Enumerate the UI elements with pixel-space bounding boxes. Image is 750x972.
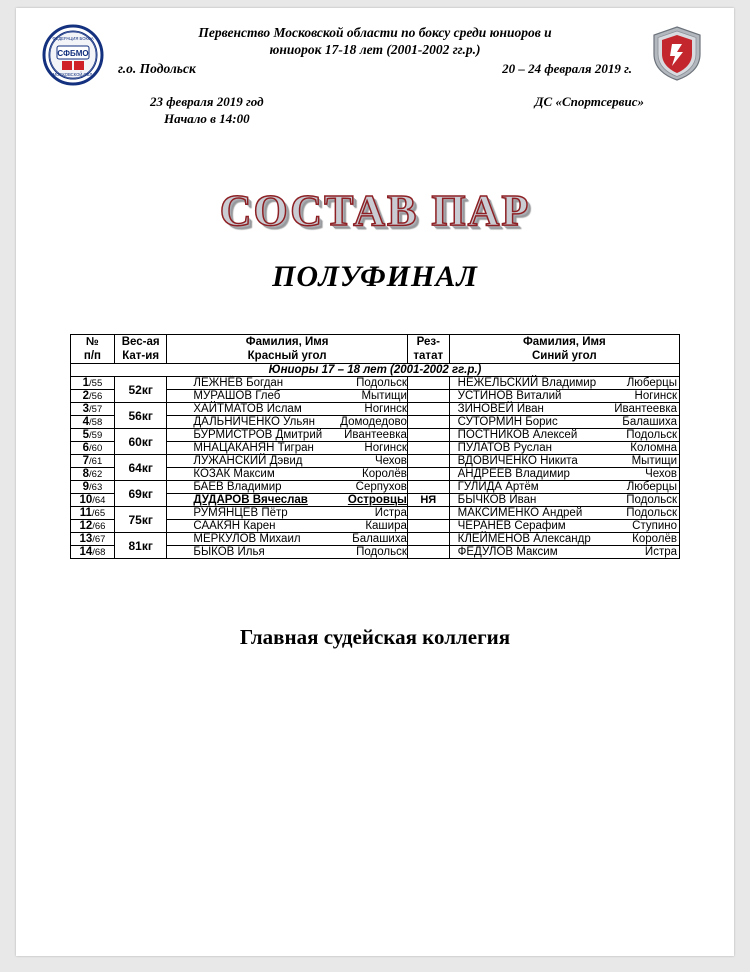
bout-number-sub: /61: [89, 456, 103, 467]
bout-result: НЯ: [407, 494, 449, 507]
blue-fighter-name: МАКСИМЕНКО Андрей: [457, 507, 583, 519]
table-head: [71, 335, 680, 364]
blue-fighter-name: БЫЧКОВ Иван: [457, 494, 537, 506]
venue-name: ДС «Спортсервис»: [534, 94, 644, 109]
blue-fighter-name: ФЕДУЛОВ Максим: [457, 546, 558, 558]
header-weight-line1: Вес-ая: [121, 336, 160, 348]
blue-fighter-club: Чехов: [645, 468, 677, 480]
red-fighter-name: ДУДАРОВ Вячеслав: [193, 494, 308, 506]
table-row: [71, 507, 680, 520]
weight-category: 69кг: [114, 481, 166, 507]
bout-number-sub: /64: [92, 495, 106, 506]
blue-fighter-name: ГУЛИДА Артём: [457, 481, 539, 493]
red-fighter-club: Кашира: [365, 520, 407, 532]
bout-number: [71, 468, 115, 481]
bout-result: [407, 481, 449, 494]
table-body: [71, 364, 680, 559]
weight-category: 64кг: [114, 455, 166, 481]
bout-number: [71, 533, 115, 546]
bout-number: [71, 403, 115, 416]
bout-number: [71, 546, 115, 559]
blue-corner-cell: [449, 416, 679, 429]
event-city: г.о. Подольск: [118, 61, 196, 76]
header-result-line1: Рез-: [416, 336, 440, 348]
red-corner-cell: [167, 533, 407, 546]
bout-number-main: 8: [82, 468, 90, 480]
red-fighter-name: БЫКОВ Илья: [193, 546, 265, 558]
red-corner-cell: [167, 390, 407, 403]
red-fighter-name: МНАЦАКАНЯН Тигран: [193, 442, 314, 454]
bout-result: [407, 390, 449, 403]
bout-number-main: 13: [79, 533, 93, 545]
header-red-line1: Фамилия, Имя: [245, 336, 329, 348]
table-row: [71, 455, 680, 468]
event-dates: 20 – 24 февраля 2019 г.: [502, 61, 632, 76]
red-fighter-name: БУРМИСТРОВ Дмитрий: [193, 429, 323, 441]
sfbmo-emblem-icon: [42, 24, 104, 86]
red-fighter-club: Чехов: [374, 455, 407, 467]
header-blue-line1: Фамилия, Имя: [522, 336, 606, 348]
session-date: 23 февраля 2019 год: [150, 94, 264, 109]
bout-number-sub: /56: [89, 391, 103, 402]
header-red-corner: [167, 335, 407, 364]
subheader-row: [30, 93, 720, 127]
bout-number-sub: /59: [89, 430, 103, 441]
red-corner-cell: [167, 468, 407, 481]
red-fighter-club: Мытищи: [361, 390, 407, 402]
category-label: Юниоры 17 – 18 лет (2001-2002 гг.р.): [71, 364, 680, 377]
red-corner-cell: [167, 455, 407, 468]
blue-fighter-club: Коломна: [630, 442, 677, 454]
header-number: [71, 335, 115, 364]
pairs-table: [70, 334, 680, 559]
federation-emblem-container: [644, 24, 710, 82]
red-corner-cell: [167, 442, 407, 455]
blue-fighter-club: Подольск: [626, 429, 677, 441]
blue-fighter-club: Подольск: [626, 494, 677, 506]
pairs-table-wrapper: [70, 334, 680, 559]
bout-number-main: 3: [82, 403, 90, 415]
bout-number: [71, 507, 115, 520]
blue-fighter-name: АНДРЕЕВ Владимир: [457, 468, 570, 480]
blue-fighter-club: Истра: [644, 546, 677, 558]
red-corner-cell: [167, 494, 407, 507]
weight-category: 75кг: [114, 507, 166, 533]
federation-emblem-icon: [648, 24, 706, 82]
red-fighter-club: Ивантеевка: [344, 429, 407, 441]
table-row: [71, 377, 680, 390]
bout-number-sub: /67: [92, 534, 106, 545]
red-fighter-name: РУМЯНЦЕВ Пётр: [193, 507, 288, 519]
blue-corner-cell: [449, 455, 679, 468]
bout-number: [71, 390, 115, 403]
red-corner-cell: [167, 377, 407, 390]
bout-number-main: 10: [79, 494, 93, 506]
red-fighter-club: Серпухов: [355, 481, 407, 493]
bout-number-main: 4: [82, 416, 90, 428]
red-corner-cell: [167, 416, 407, 429]
red-fighter-name: ЛУЖАНСКИЙ Дэвид: [193, 455, 303, 467]
red-fighter-club: Балашиха: [352, 533, 407, 545]
blue-fighter-club: Ступино: [632, 520, 677, 532]
bout-number-sub: /66: [92, 521, 106, 532]
bout-result: [407, 442, 449, 455]
blue-fighter-club: Ногинск: [634, 390, 677, 402]
blue-corner-cell: [449, 377, 679, 390]
blue-corner-cell: [449, 507, 679, 520]
header-weight: [114, 335, 166, 364]
bout-number: [71, 481, 115, 494]
header-result: [407, 335, 449, 364]
red-fighter-club: Подольск: [356, 377, 407, 389]
header-result-line2: татат: [413, 350, 444, 362]
header-blue-corner: [449, 335, 679, 364]
city-date-row: [112, 61, 638, 77]
blue-fighter-name: УСТИНОВ Виталий: [457, 390, 562, 402]
blue-corner-cell: [449, 533, 679, 546]
red-fighter-club: Ногинск: [364, 403, 407, 415]
table-header-row: [71, 335, 680, 364]
bout-number-main: 1: [82, 377, 90, 389]
bout-number-main: 2: [82, 390, 90, 402]
page-title: СОСТАВ ПАР: [219, 186, 531, 235]
document-header: [30, 18, 720, 86]
red-fighter-name: СААКЯН Карен: [193, 520, 276, 532]
blue-fighter-name: НЕЖЕЛЬСКИЙ Владимир: [457, 377, 597, 389]
blue-fighter-club: Королёв: [632, 533, 677, 545]
red-fighter-name: ЛЕЖНЁВ Богдан: [193, 377, 284, 389]
bout-result: [407, 520, 449, 533]
bout-number-sub: /58: [89, 417, 103, 428]
blue-fighter-club: Люберцы: [626, 377, 677, 389]
blue-corner-cell: [449, 429, 679, 442]
blue-fighter-club: Балашиха: [622, 416, 677, 428]
weight-category: 60кг: [114, 429, 166, 455]
red-fighter-name: ДАЛЬНИЧЕНКО Ульян: [193, 416, 315, 428]
header-number-line1: №: [86, 336, 99, 348]
blue-fighter-club: Мытищи: [631, 455, 677, 467]
red-corner-cell: [167, 507, 407, 520]
red-fighter-club: Ногинск: [364, 442, 407, 454]
bout-result: [407, 403, 449, 416]
sfbmo-emblem-container: [40, 24, 106, 86]
blue-fighter-name: ЗИНОВЕЙ Иван: [457, 403, 544, 415]
blue-fighter-name: ЧЕРАНЁВ Серафим: [457, 520, 566, 532]
blue-corner-cell: [449, 494, 679, 507]
blue-corner-cell: [449, 390, 679, 403]
event-title-line-1: Первенство Московской области по боксу среди юниоров и: [198, 25, 552, 40]
red-fighter-name: ХАЙТМАТОВ Ислам: [193, 403, 302, 415]
svg-text:МОСКОВСКОЙ ОБЛ.: МОСКОВСКОЙ ОБЛ.: [52, 72, 94, 77]
blue-fighter-name: ВДОВИЧЕНКО Никита: [457, 455, 578, 467]
footer-title: Главная судейская коллегия: [239, 625, 511, 649]
blue-corner-cell: [449, 442, 679, 455]
weight-category: 52кг: [114, 377, 166, 403]
bout-number: [71, 494, 115, 507]
blue-corner-cell: [449, 520, 679, 533]
bout-number-sub: /68: [92, 547, 106, 558]
svg-text:ФЕДЕРАЦИЯ БОКСА: ФЕДЕРАЦИЯ БОКСА: [52, 36, 94, 41]
blue-fighter-name: СУТОРМИН Борис: [457, 416, 558, 428]
red-fighter-name: КОЗАК Максим: [193, 468, 275, 480]
bout-number-sub: /60: [89, 443, 103, 454]
red-fighter-club: Королёв: [362, 468, 407, 480]
stage-title: ПОЛУФИНАЛ: [272, 260, 478, 293]
red-fighter-club: Домодедово: [340, 416, 407, 428]
red-fighter-name: БАЕВ Владимир: [193, 481, 282, 493]
bout-number-main: 14: [79, 546, 93, 558]
bout-result: [407, 455, 449, 468]
red-fighter-name: МЕРКУЛОВ Михаил: [193, 533, 301, 545]
red-fighter-club: Подольск: [356, 546, 407, 558]
bout-number-main: 5: [82, 429, 90, 441]
bout-result: [407, 533, 449, 546]
bout-result: [407, 546, 449, 559]
table-row: [71, 403, 680, 416]
blue-fighter-name: ПУЛАТОВ Руслан: [457, 442, 552, 454]
header-title-block: [106, 24, 644, 77]
blue-fighter-club: Ивантеевка: [614, 403, 677, 415]
table-row: [71, 533, 680, 546]
blue-fighter-name: ПОСТНИКОВ Алексей: [457, 429, 578, 441]
document-page: [16, 8, 734, 956]
weight-category: 56кг: [114, 403, 166, 429]
blue-corner-cell: [449, 468, 679, 481]
blue-fighter-club: Люберцы: [626, 481, 677, 493]
table-row: [71, 429, 680, 442]
bout-number: [71, 520, 115, 533]
red-corner-cell: [167, 403, 407, 416]
bout-number-main: 9: [82, 481, 90, 493]
red-fighter-club: Истра: [374, 507, 407, 519]
bout-number-main: 7: [82, 455, 90, 467]
bout-number: [71, 416, 115, 429]
header-red-line2: Красный угол: [247, 350, 327, 362]
red-corner-cell: [167, 520, 407, 533]
table-row: [71, 481, 680, 494]
weight-category: 81кг: [114, 533, 166, 559]
bout-number: [71, 455, 115, 468]
bout-number-sub: /57: [89, 404, 103, 415]
bout-number: [71, 442, 115, 455]
event-title-line-2: юниорок 17-18 лет (2001-2002 гг.р.): [269, 42, 481, 57]
bout-number-sub: /65: [91, 508, 106, 519]
blue-corner-cell: [449, 546, 679, 559]
header-number-line2: п/п: [83, 350, 101, 362]
bout-result: [407, 429, 449, 442]
header-weight-line2: Кат-ия: [122, 350, 160, 362]
bout-result: [407, 507, 449, 520]
bout-number: [71, 377, 115, 390]
blue-corner-cell: [449, 403, 679, 416]
red-fighter-club: Островцы: [347, 494, 407, 506]
session-start-time: Начало в 14:00: [164, 111, 250, 126]
blue-corner-cell: [449, 481, 679, 494]
blue-fighter-name: КЛЕЙМЕНОВ Александр: [457, 533, 591, 545]
session-date-block: [150, 93, 264, 127]
bout-number-main: 11: [79, 507, 92, 519]
bout-number-sub: /55: [89, 378, 103, 389]
bout-result: [407, 377, 449, 390]
red-corner-cell: [167, 481, 407, 494]
bout-number-sub: /63: [89, 482, 103, 493]
blue-fighter-club: Подольск: [626, 507, 677, 519]
red-corner-cell: [167, 429, 407, 442]
bout-number-sub: /62: [89, 469, 103, 480]
svg-text:СФБМО: СФБМО: [57, 49, 89, 58]
header-blue-line2: Синий угол: [531, 350, 597, 362]
bout-result: [407, 468, 449, 481]
category-row: [71, 364, 680, 377]
bout-number-main: 12: [79, 520, 93, 532]
red-fighter-name: МУРАШОВ Глеб: [193, 390, 281, 402]
red-corner-cell: [167, 546, 407, 559]
bout-number: [71, 429, 115, 442]
bout-result: [407, 416, 449, 429]
bout-number-main: 6: [82, 442, 90, 454]
